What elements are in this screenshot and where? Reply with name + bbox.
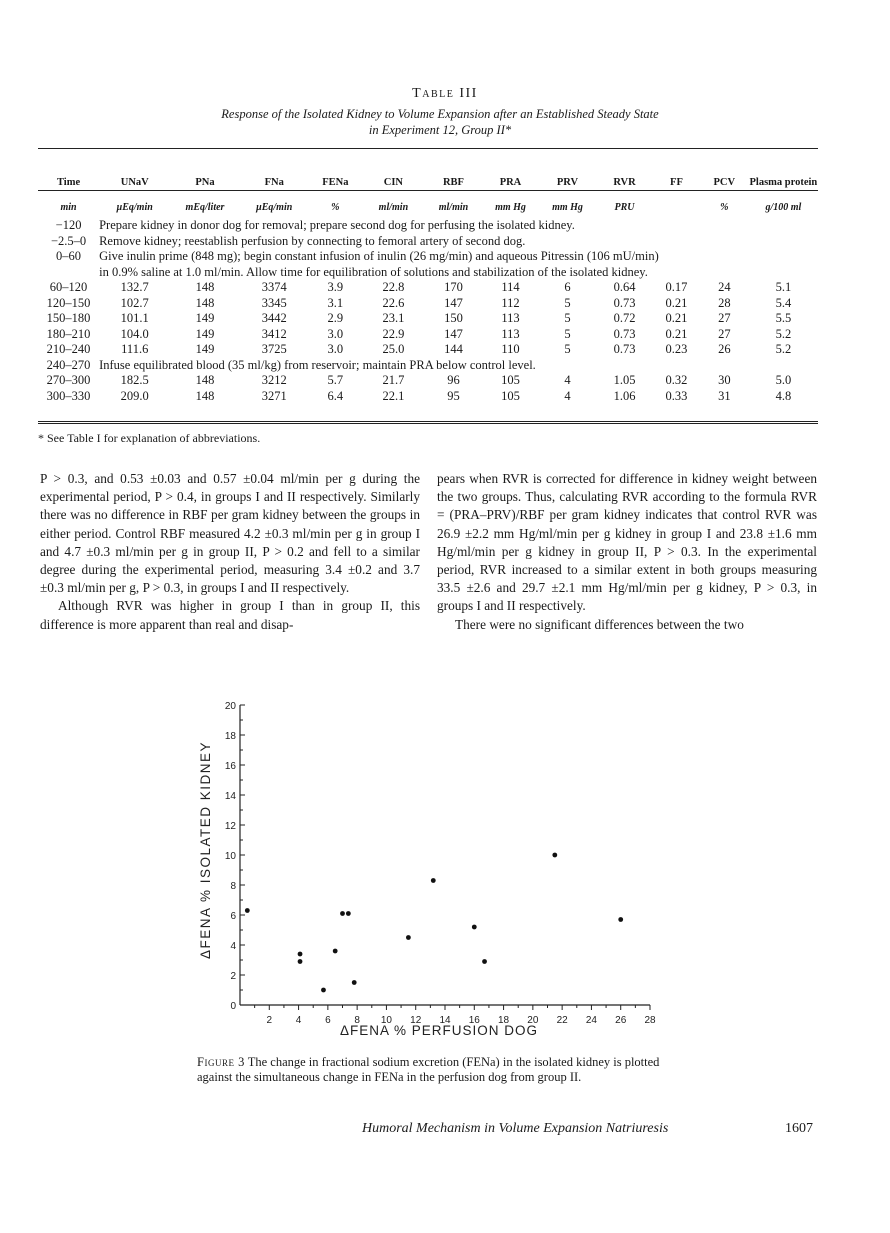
value-cell: 3345 (261, 295, 287, 310)
value-cell: 149 (195, 326, 215, 341)
value-cell: 5 (564, 342, 571, 356)
value-cell: 27 (718, 326, 731, 341)
x-tick-label: 4 (295, 1015, 302, 1026)
value-cell: 209.0 (120, 388, 149, 403)
time-cell: −2.5–0 (50, 233, 87, 248)
origin-label: 0 (230, 1001, 236, 1012)
y-tick-label: 18 (224, 731, 236, 742)
chart-axes (225, 701, 656, 1026)
y-tick-label: 20 (224, 701, 236, 712)
body-paragraph: There were no significant differences between the two (455, 616, 744, 632)
value-cell: 6.4 (327, 388, 344, 403)
column-unit: μEq/min (256, 201, 293, 213)
value-cell: 31 (718, 388, 731, 403)
value-cell: 105 (501, 373, 520, 387)
figure-caption-text: The change in fractional sodium excretion (FENa) in the isolated kidney is plotted against the simultaneous change in FENa in the perfusion dog from group II. (197, 1055, 660, 1084)
value-cell: 27 (718, 311, 731, 325)
column-header: Time (56, 177, 81, 188)
value-cell: 111.6 (121, 342, 149, 356)
value-cell: 148 (195, 280, 215, 294)
value-cell: 150 (444, 311, 463, 325)
protocol-note: in 0.9% saline at 1.0 ml/min. Allow time for equilibration of solutions and stabilization of the isolated kidney. (99, 264, 648, 279)
value-cell: 3442 (261, 311, 287, 325)
table-row (38, 234, 818, 250)
figure-caption-label: Figure 3 (197, 1055, 245, 1069)
table-header-row (38, 150, 818, 192)
value-cell: 0.33 (665, 388, 688, 403)
table-row (38, 389, 818, 405)
column-header: FF (670, 177, 683, 188)
value-cell: 4 (564, 388, 571, 403)
x-tick-label: 10 (380, 1015, 392, 1026)
time-cell: 150–180 (46, 311, 91, 325)
time-cell: 240–270 (46, 357, 91, 372)
value-cell: 5.0 (775, 373, 792, 387)
value-cell: 96 (447, 373, 460, 387)
time-cell: −120 (55, 218, 82, 232)
x-tick-label: 2 (266, 1015, 273, 1026)
column-header: UNaV (120, 177, 149, 188)
y-tick-label: 14 (224, 791, 236, 802)
value-cell: 4 (564, 373, 571, 387)
value-cell: 3374 (261, 280, 287, 294)
value-cell: 26 (718, 342, 731, 356)
table-row (38, 280, 818, 296)
data-point (321, 988, 326, 993)
y-tick-label: 8 (230, 881, 236, 892)
value-cell: 2.9 (327, 311, 344, 325)
x-tick-label: 12 (410, 1015, 422, 1026)
body-column-right (437, 470, 817, 634)
value-cell: 3.1 (327, 295, 344, 310)
data-point (340, 911, 345, 916)
value-cell: 3.0 (327, 326, 344, 341)
page-number: 1607 (785, 1121, 813, 1136)
x-tick-label: 22 (556, 1015, 568, 1026)
column-unit (653, 192, 700, 218)
data-point (346, 911, 351, 916)
table-caption (150, 106, 730, 138)
x-tick-label: 14 (439, 1015, 451, 1026)
value-cell: 101.1 (120, 311, 149, 325)
value-cell: 148 (195, 373, 215, 387)
value-cell: 0.21 (665, 295, 688, 310)
value-cell: 149 (195, 311, 215, 325)
table-row (38, 358, 818, 374)
x-tick-label: 16 (468, 1015, 480, 1026)
data-point (352, 980, 357, 985)
column-unit: mEq/liter (185, 201, 225, 213)
value-cell: 3.9 (327, 280, 344, 294)
data-point (472, 925, 477, 930)
value-cell: 0.64 (613, 280, 636, 294)
time-cell: 120–150 (46, 295, 91, 310)
value-cell: 5.5 (775, 311, 792, 325)
value-cell: 0.73 (613, 342, 636, 356)
body-paragraph: Although RVR was higher in group I than in group II, this difference is more apparent than real and disap- (40, 598, 420, 632)
value-cell: 5.1 (775, 280, 792, 294)
protocol-note: Infuse equilibrated blood (35 ml/kg) from reservoir; maintain PRA below control level. (99, 357, 536, 372)
value-cell: 5 (564, 311, 571, 325)
value-cell: 5.7 (327, 373, 344, 387)
column-header: FNa (264, 177, 284, 188)
table-title: Table III (412, 86, 478, 101)
table-row (38, 265, 818, 281)
figure-caption (197, 1055, 662, 1085)
data-point (298, 952, 303, 957)
column-unit: ml/min (438, 201, 469, 213)
column-header: PRV (556, 177, 579, 188)
column-unit: PRU (614, 201, 635, 213)
table-row (38, 296, 818, 312)
table-row (38, 327, 818, 343)
table-row (38, 311, 818, 327)
value-cell: 22.8 (382, 280, 405, 294)
x-tick-label: 26 (615, 1015, 627, 1026)
value-cell: 149 (195, 342, 215, 356)
table-bottom-rule (38, 421, 818, 422)
data-point (245, 908, 250, 913)
value-cell: 3.0 (327, 342, 344, 356)
body-paragraph: pears when RVR is corrected for difference in kidney weight between the two groups. Thus, calculating RVR according to the formula RVR = (PRA–PRV)/RBF per gram kidney indicates that control RVR was 26.9 ±2.2 mm Hg/ml/min per g kidney in group I and 23.8 ±1.6 mm Hg/ml/min per g kidney in group II, P > 0.3. In the experimental period, RVR increased to a similar extent in both groups measuring 33.5 ±2.6 and 29.7 ±2.1 mm Hg/ml/min per g kidney, P > 0.3, in groups I and II respectively. (437, 471, 817, 614)
value-cell: 102.7 (120, 295, 149, 310)
value-cell: 0.73 (613, 295, 636, 310)
data-point (333, 949, 338, 954)
protocol-note: Remove kidney; reestablish perfusion by connecting to femoral artery of second dog. (99, 233, 526, 248)
column-header: PRA (499, 177, 522, 188)
x-tick-label: 6 (325, 1015, 331, 1026)
data-table (38, 150, 818, 404)
value-cell: 147 (444, 295, 463, 310)
value-cell: 0.32 (665, 373, 688, 387)
table-row (38, 342, 818, 358)
time-cell: 60–120 (49, 280, 88, 294)
value-cell: 182.5 (120, 373, 149, 387)
column-unit: min (60, 201, 77, 213)
scatter-figure (180, 690, 680, 1050)
data-point (552, 853, 557, 858)
time-cell: 180–210 (46, 326, 91, 341)
protocol-note: Give inulin prime (848 mg); begin constant infusion of inulin (26 mg/min) and aqueous Pitressin (106 mU/min) (99, 249, 659, 263)
value-cell: 3725 (261, 342, 287, 356)
value-cell: 0.73 (613, 326, 636, 341)
value-cell: 0.21 (665, 311, 688, 325)
value-cell: 4.8 (775, 388, 792, 403)
value-cell: 148 (195, 295, 215, 310)
value-cell: 144 (444, 342, 463, 356)
x-axis-label: ΔFENA % PERFUSION DOG (340, 1023, 539, 1038)
value-cell: 3271 (261, 388, 287, 403)
value-cell: 30 (718, 373, 731, 387)
value-cell: 132.7 (120, 280, 149, 294)
data-point (482, 959, 487, 964)
y-axis-label: ΔFENA % ISOLATED KIDNEY (198, 740, 213, 960)
value-cell: 6 (564, 280, 571, 294)
y-tick-label: 10 (224, 851, 236, 862)
column-unit: mm Hg (552, 201, 583, 213)
value-cell: 25.0 (382, 342, 405, 356)
body-paragraph: P > 0.3, and 0.53 ±0.03 and 0.57 ±0.04 ml/min per g during the experimental period, P > 0.4, in groups I and II respectively. Similarly there was no difference in RBF per gram kidney between the groups in either period. Control RBF measured 4.2 ±0.3 ml/min per g in group I and 4.7 ±0.3 ml/min per g in group II, P > 0.2 and fell to a similar degree during the experimental period, measuring 3.4 ±0.2 and 3.7 ±0.3 ml/min per g, P > 0.3, in groups I and II respectively. (40, 471, 420, 596)
value-cell: 21.7 (382, 373, 405, 387)
protocol-note: Prepare kidney in donor dog for removal; prepare second dog for perfusing the isolated kidney. (99, 218, 575, 232)
data-point (406, 935, 411, 940)
value-cell: 22.9 (382, 326, 405, 341)
x-tick-label: 20 (527, 1015, 539, 1026)
value-cell: 22.1 (382, 388, 405, 403)
value-cell: 147 (444, 326, 463, 341)
table-caption-line-2: in Experiment 12, Group II* (368, 123, 512, 137)
column-unit: g/100 ml (765, 201, 802, 213)
value-cell: 104.0 (120, 326, 149, 341)
column-header: FENa (322, 177, 349, 188)
table-units-row (38, 192, 818, 218)
value-cell: 113 (501, 311, 520, 325)
column-unit: μEq/min (116, 201, 153, 213)
value-cell: 0.21 (665, 326, 688, 341)
value-cell: 5 (564, 295, 571, 310)
value-cell: 105 (501, 388, 520, 403)
value-cell: 5.2 (775, 326, 792, 341)
value-cell: 1.05 (613, 373, 636, 387)
column-header: Plasma protein (749, 177, 818, 188)
column-unit: % (720, 201, 729, 213)
data-point (618, 917, 623, 922)
time-cell (38, 265, 99, 281)
value-cell: 5 (564, 326, 571, 341)
time-cell: 210–240 (46, 342, 91, 356)
table-row (38, 249, 818, 265)
time-cell: 0–60 (56, 249, 82, 263)
value-cell: 5.2 (775, 342, 792, 356)
column-header: RBF (442, 177, 464, 188)
column-header: RVR (613, 177, 636, 188)
data-point (431, 878, 436, 883)
value-cell: 0.72 (613, 311, 636, 325)
value-cell: 114 (501, 280, 520, 294)
table-bottom-rule-2 (38, 423, 818, 424)
value-cell: 22.6 (382, 295, 405, 310)
x-tick-label: 8 (354, 1015, 360, 1026)
x-tick-label: 18 (498, 1015, 510, 1026)
table-footnote: * See Table I for explanation of abbreviations. (38, 431, 261, 445)
table-row (38, 218, 818, 234)
column-unit: mm Hg (495, 201, 526, 213)
value-cell: 3412 (261, 326, 287, 341)
value-cell: 110 (501, 342, 520, 356)
column-unit: ml/min (378, 201, 409, 213)
value-cell: 95 (447, 388, 460, 403)
value-cell: 170 (444, 280, 463, 294)
value-cell: 112 (501, 295, 520, 310)
table-caption-line-1: Response of the Isolated Kidney to Volume Expansion after an Established Steady State (221, 107, 659, 121)
column-header: PNa (195, 177, 215, 188)
body-column-left (40, 470, 420, 634)
value-cell: 23.1 (382, 311, 405, 325)
value-cell: 113 (501, 326, 520, 341)
value-cell: 28 (718, 295, 731, 310)
value-cell: 3212 (261, 373, 287, 387)
value-cell: 0.17 (665, 280, 688, 294)
table-row (38, 373, 818, 389)
y-tick-label: 12 (224, 821, 236, 832)
y-tick-label: 16 (224, 761, 236, 772)
value-cell: 5.4 (775, 295, 792, 310)
y-tick-label: 2 (230, 971, 236, 982)
y-tick-label: 6 (230, 911, 236, 922)
x-tick-label: 24 (585, 1015, 597, 1026)
x-tick-label: 28 (644, 1015, 656, 1026)
value-cell: 148 (195, 388, 215, 403)
value-cell: 1.06 (613, 388, 636, 403)
time-cell: 300–330 (46, 388, 91, 403)
y-tick-label: 4 (230, 941, 236, 952)
column-header: PCV (713, 177, 736, 188)
running-title: Humoral Mechanism in Volume Expansion Natriuresis (362, 1121, 669, 1136)
column-unit: % (331, 201, 340, 213)
value-cell: 0.23 (665, 342, 688, 356)
table-top-rule (38, 148, 818, 149)
chart-points (245, 853, 623, 993)
time-cell: 270–300 (46, 373, 91, 387)
value-cell: 24 (718, 280, 731, 294)
data-point (298, 959, 303, 964)
column-header: CIN (383, 177, 404, 188)
